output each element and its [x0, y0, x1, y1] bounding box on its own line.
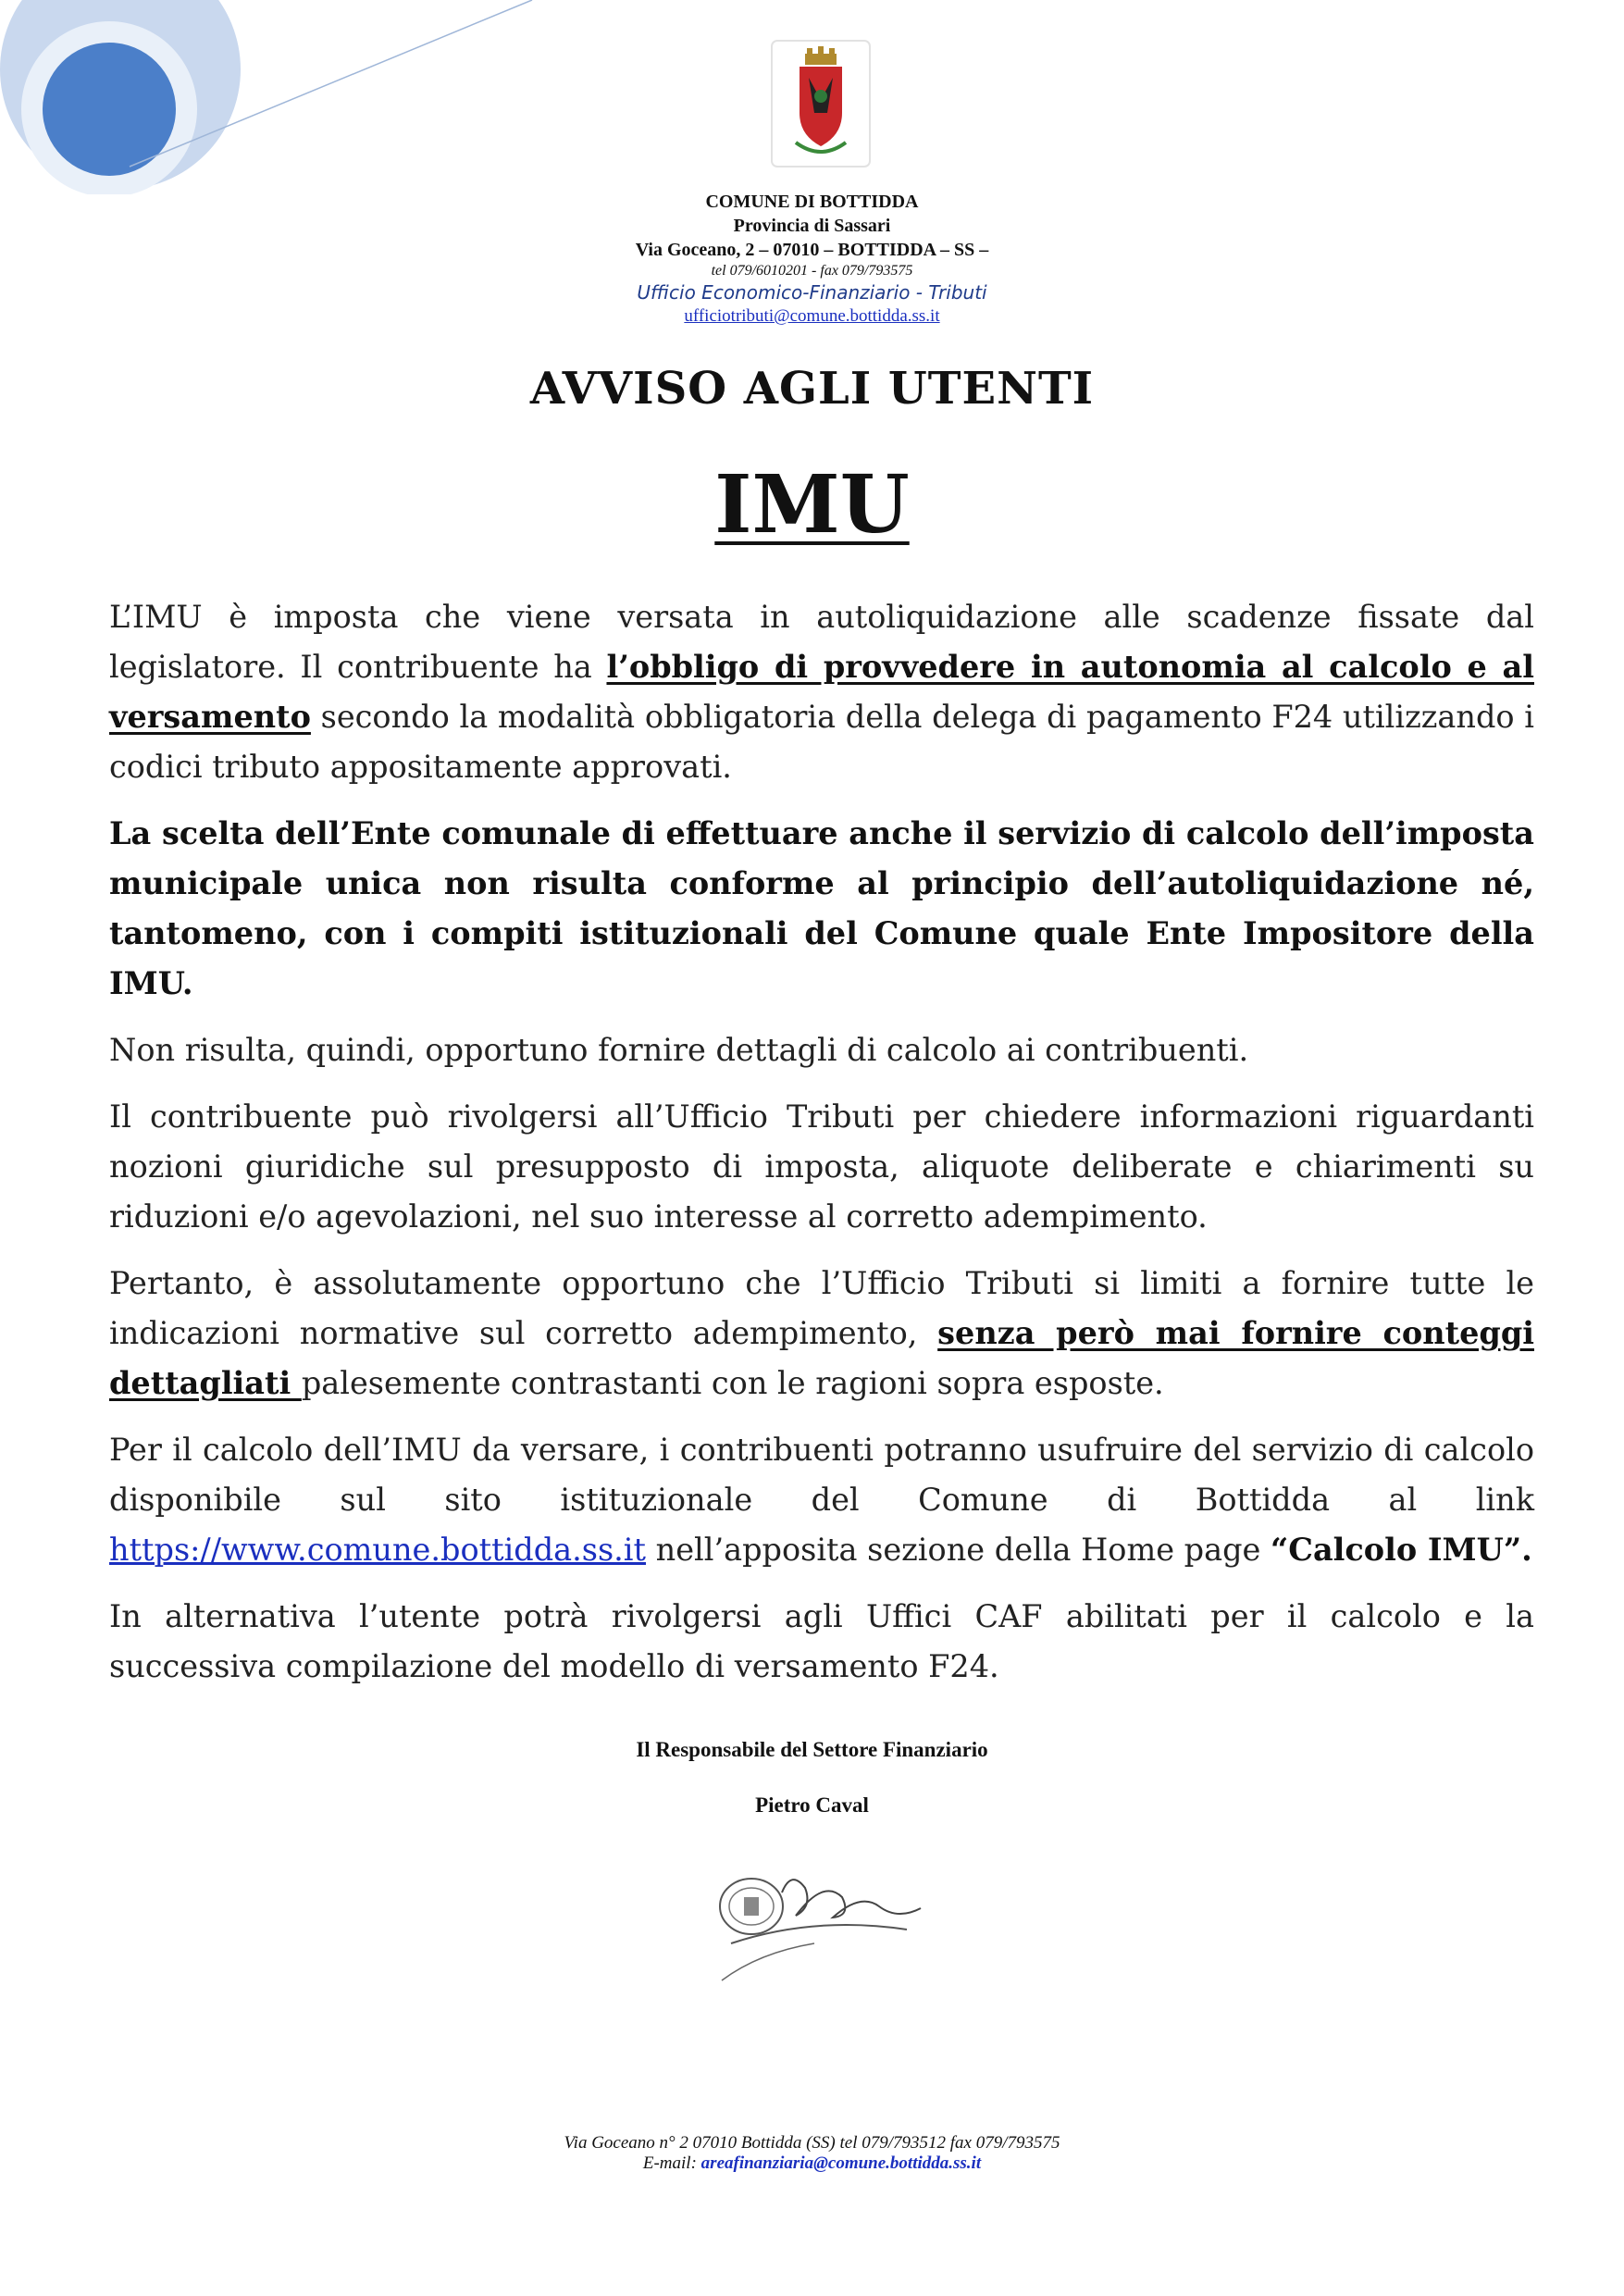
- p6-text-b: nell’apposita sezione della Home page: [646, 1532, 1271, 1568]
- paragraph-6: [109, 1425, 1534, 1575]
- paragraph-3: Non risulta, quindi, opportuno fornire dettagli di calcolo ai contribuenti.: [109, 1032, 1249, 1068]
- p1-text-c: secondo la modalità obbligatoria della delega di pagamento F24 utilizzando i codici tributo appositamente approvati.: [109, 699, 1534, 785]
- office-name: Ufficio Economico-Finanziario - Tributi: [637, 281, 987, 304]
- signature-stamp-icon: [703, 1851, 944, 1999]
- p1-text-a: L’IMU è imposta che viene versata in autoliquidazione alle scadenze fissate dal legislatore. Il contribuente ha: [109, 599, 1534, 685]
- notice-body: [109, 592, 1534, 1708]
- footer-email-line: [0, 2153, 1624, 2174]
- p6-text-a: Per il calcolo dell’IMU da versare, i contribuenti potranno usufruire del servizio di calcolo disponibile sul sito istituzionale del Comune di Bottidda al link: [109, 1432, 1534, 1518]
- p6-emphasis: “Calcolo IMU”.: [1271, 1532, 1532, 1568]
- letterhead: [0, 190, 1624, 329]
- footer-email-label: E-mail:: [642, 2153, 701, 2173]
- signatory-name: Pietro Caval: [755, 1793, 869, 1817]
- comune-crest-icon: [770, 39, 872, 168]
- p5-emphasis: senza però mai fornire conteggi dettagliati: [109, 1315, 1534, 1401]
- subtitle-text: IMU: [714, 458, 910, 552]
- comune-website-link[interactable]: https://www.comune.bottidda.ss.it: [109, 1532, 646, 1568]
- footer-address: Via Goceano n° 2 07010 Bottidda (SS) tel 079/793512 fax 079/793575: [564, 2133, 1060, 2153]
- signatory-role: Il Responsabile del Settore Finanziario: [636, 1738, 988, 1761]
- paragraph-2: La scelta dell’Ente comunale di effettuare anche il servizio di calcolo dell’imposta municipale unica non risulta conforme al principio dell’autoliquidazione né, tantomeno, con i compiti istituzionali del Comune quale Ente Impositore della IMU.: [109, 815, 1534, 1001]
- p5-text-a: Pertanto, è assolutamente opportuno che l’Ufficio Tributi si limiti a fornire tutte le indicazioni normative sul corretto adempimento,: [109, 1265, 1534, 1351]
- comune-name: COMUNE DI BOTTIDDA: [705, 192, 919, 212]
- address: Via Goceano, 2 – 07010 – BOTTIDDA – SS –: [635, 240, 989, 260]
- notice-subtitle: [0, 458, 1624, 552]
- corner-decoration: [0, 0, 555, 194]
- p5-text-c: palesemente contrastanti con le ragioni sopra esposte.: [301, 1365, 1164, 1401]
- provincia: Provincia di Sassari: [733, 216, 891, 236]
- phone-fax: tel 079/6010201 - fax 079/793575: [711, 263, 913, 279]
- paragraph-5: [109, 1259, 1534, 1409]
- page-footer: [0, 2133, 1624, 2174]
- footer-email-link[interactable]: areafinanziaria@comune.bottidda.ss.it: [700, 2153, 982, 2173]
- notice-title: AVVISO AGLI UTENTI: [529, 363, 1095, 415]
- paragraph-4: Il contribuente può rivolgersi all’Ufficio Tributi per chiedere informazioni riguardanti nozioni giuridiche sul presupposto di imposta, aliquote deliberate e chiarimenti su riduzioni e/o agevolazioni, nel suo interesse al corretto adempimento.: [109, 1098, 1534, 1235]
- p1-emphasis: l’obbligo di provvedere in autonomia al calcolo e al versamento: [109, 649, 1534, 735]
- paragraph-7: In alternativa l’utente potrà rivolgersi agli Uffici CAF abilitati per il calcolo e la successiva compilazione del modello di versamento F24.: [109, 1598, 1534, 1684]
- paragraph-1: [109, 592, 1534, 792]
- office-email-link[interactable]: ufficiotributi@comune.bottidda.ss.it: [684, 306, 940, 326]
